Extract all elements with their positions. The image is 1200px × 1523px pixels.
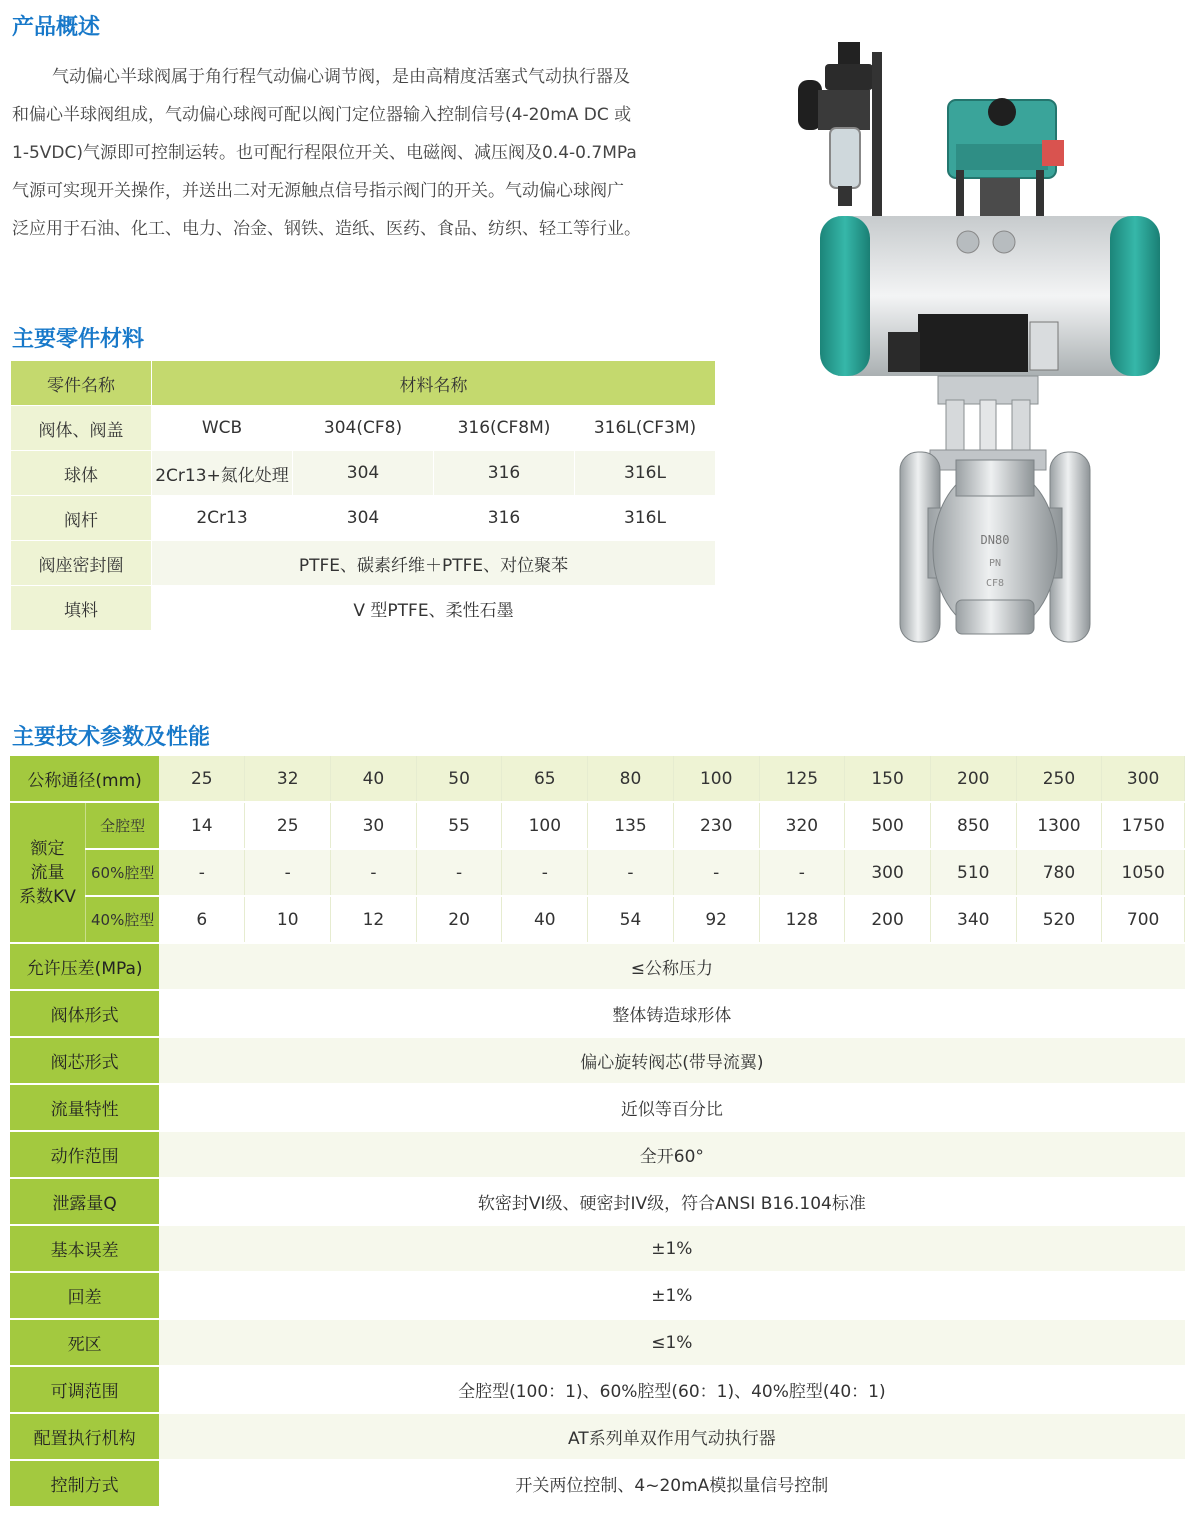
table-row xyxy=(11,451,716,496)
nominal-cell: 50 xyxy=(416,756,502,802)
overview-line: 泛应用于石油、化工、电力、冶金、钢铁、造纸、医药、食品、纺织、轻工等行业。 xyxy=(12,219,641,239)
kv-cell: 320 xyxy=(759,802,845,849)
nominal-cell: 80 xyxy=(588,756,674,802)
kv-cell: - xyxy=(416,849,502,896)
spec-label: 阀芯形式 xyxy=(10,1037,159,1084)
material-cell: PTFE、碳素纤维＋PTFE、对位聚苯 xyxy=(152,541,716,586)
materials-header-part: 零件名称 xyxy=(11,361,152,406)
spec-label: 泄露量Q xyxy=(10,1178,159,1225)
material-cell: 316L xyxy=(575,496,716,541)
material-cell: 2Cr13+氮化处理 xyxy=(152,451,293,496)
spec-label: 流量特性 xyxy=(10,1084,159,1131)
kv-cell: 54 xyxy=(588,896,674,943)
kv-sublabel: 40%腔型 xyxy=(86,896,160,943)
material-cell: 304 xyxy=(293,451,434,496)
nominal-cell: 100 xyxy=(673,756,759,802)
material-cell: V 型PTFE、柔性石墨 xyxy=(152,586,716,631)
table-row xyxy=(11,541,716,586)
spec-value: 全腔型(100：1)、60%腔型(60：1)、40%腔型(40：1) xyxy=(159,1366,1184,1413)
kv-cell: 135 xyxy=(588,802,674,849)
kv-cell: 40 xyxy=(502,896,588,943)
spec-value: 偏心旋转阀芯(带导流翼) xyxy=(159,1037,1184,1084)
kv-cell: 10 xyxy=(245,896,331,943)
kv-label-line: 流量 xyxy=(30,862,65,883)
spec-value: ±1% xyxy=(159,1272,1184,1319)
kv-row xyxy=(10,849,1185,896)
kv-cell: 100 xyxy=(502,802,588,849)
spec-label: 基本误差 xyxy=(10,1225,159,1272)
material-cell: 316L xyxy=(575,451,716,496)
nominal-cell: 250 xyxy=(1016,756,1102,802)
spec-row xyxy=(10,990,1185,1037)
kv-cell: 92 xyxy=(673,896,759,943)
kv-cell: 6 xyxy=(159,896,245,943)
spec-row xyxy=(10,943,1185,990)
spec-label: 动作范围 xyxy=(10,1131,159,1178)
overview-paragraph xyxy=(12,58,720,248)
kv-cell: 230 xyxy=(673,802,759,849)
positioner-box-icon xyxy=(948,98,1064,218)
overview-line: 气动偏心半球阀属于角行程气动偏心调节阀，是由高精度活塞式气动执行器及 xyxy=(52,67,630,87)
spec-value: 整体铸造球形体 xyxy=(159,990,1184,1037)
spec-row xyxy=(10,1084,1185,1131)
spec-label: 允许压差(MPa) xyxy=(10,943,159,990)
yoke-bracket-icon xyxy=(930,376,1046,470)
specs-table xyxy=(10,756,1185,1508)
kv-cell: 850 xyxy=(930,802,1016,849)
spec-value: ≤1% xyxy=(159,1319,1184,1366)
table-row xyxy=(11,586,716,631)
spec-value: 近似等百分比 xyxy=(159,1084,1184,1131)
nominal-cell: 200 xyxy=(930,756,1016,802)
kv-cell: 300 xyxy=(845,849,931,896)
kv-cell: - xyxy=(502,849,588,896)
spec-row xyxy=(10,1460,1185,1507)
material-cell: 316 xyxy=(434,451,575,496)
overview-line: 和偏心半球阀组成，气动偏心球阀可配以阀门定位器输入控制信号(4-20mA DC 或 xyxy=(12,105,632,125)
material-cell: 316L(CF3M) xyxy=(575,406,716,451)
kv-cell: 30 xyxy=(331,802,417,849)
valve-product-image xyxy=(780,20,1170,650)
kv-sublabel: 全腔型 xyxy=(86,802,160,849)
kv-cell: 1300 xyxy=(1016,802,1102,849)
nominal-cell: 25 xyxy=(159,756,245,802)
nominal-cell: 125 xyxy=(759,756,845,802)
kv-cell: 55 xyxy=(416,802,502,849)
nominal-cell: 65 xyxy=(502,756,588,802)
spec-value: ≤公称压力 xyxy=(159,943,1184,990)
kv-cell: 520 xyxy=(1016,896,1102,943)
overview-line: 气源可实现开关操作，并送出二对无源触点信号指示阀门的开关。气动偏心球阀广 xyxy=(12,181,624,201)
body-marking-pn: PN xyxy=(988,558,1002,569)
materials-header-material: 材料名称 xyxy=(152,361,716,406)
spec-row xyxy=(10,1319,1185,1366)
kv-cell: 510 xyxy=(930,849,1016,896)
spec-row xyxy=(10,1366,1185,1413)
kv-sublabel: 60%腔型 xyxy=(86,849,160,896)
kv-cell: - xyxy=(245,849,331,896)
nominal-cell: 40 xyxy=(331,756,417,802)
table-row xyxy=(11,406,716,451)
kv-cell: 14 xyxy=(159,802,245,849)
kv-cell: - xyxy=(588,849,674,896)
part-name: 阀杆 xyxy=(11,496,152,541)
nominal-cell: 300 xyxy=(1102,756,1185,802)
spec-row xyxy=(10,1272,1185,1319)
part-name: 球体 xyxy=(11,451,152,496)
kv-cell: 500 xyxy=(845,802,931,849)
kv-label xyxy=(10,802,86,943)
material-cell: 2Cr13 xyxy=(152,496,293,541)
spec-row xyxy=(10,1413,1185,1460)
materials-header-row xyxy=(11,361,716,406)
part-name: 阀体、阀盖 xyxy=(11,406,152,451)
spec-row xyxy=(10,1131,1185,1178)
kv-cell: 1050 xyxy=(1102,849,1185,896)
spec-row xyxy=(10,1225,1185,1272)
spec-label: 可调范围 xyxy=(10,1366,159,1413)
materials-table xyxy=(10,360,716,631)
spec-value: AT系列单双作用气动执行器 xyxy=(159,1413,1184,1460)
specs-title: 主要技术参数及性能 xyxy=(12,725,211,750)
kv-cell: 128 xyxy=(759,896,845,943)
spec-value: 开关两位控制、4~20mA模拟量信号控制 xyxy=(159,1460,1184,1507)
spec-label: 死区 xyxy=(10,1319,159,1366)
overview-line: 1-5VDC)气源即可控制运转。也可配行程限位开关、电磁阀、减压阀及0.4-0.7MPa xyxy=(12,143,637,163)
material-cell: WCB xyxy=(152,406,293,451)
kv-label-line: 系数KV xyxy=(19,886,76,907)
material-cell: 316 xyxy=(434,496,575,541)
kv-cell: 340 xyxy=(930,896,1016,943)
kv-cell: - xyxy=(159,849,245,896)
spec-label: 阀体形式 xyxy=(10,990,159,1037)
nominal-cell: 150 xyxy=(845,756,931,802)
material-cell: 304(CF8) xyxy=(293,406,434,451)
kv-row xyxy=(10,896,1185,943)
body-marking-dn: DN80 xyxy=(980,533,1010,547)
kv-cell: - xyxy=(673,849,759,896)
overview-title: 产品概述 xyxy=(12,15,101,40)
actuator-icon xyxy=(820,216,1160,376)
body-marking-material: CF8 xyxy=(985,578,1005,589)
kv-label-line: 额定 xyxy=(30,838,65,859)
spec-row xyxy=(10,1037,1185,1084)
material-cell: 304 xyxy=(293,496,434,541)
nominal-cell: 32 xyxy=(245,756,331,802)
kv-cell: 20 xyxy=(416,896,502,943)
spec-value: 全开60° xyxy=(159,1131,1184,1178)
kv-cell: 700 xyxy=(1102,896,1185,943)
kv-cell: 12 xyxy=(331,896,417,943)
kv-cell: 200 xyxy=(845,896,931,943)
kv-cell: - xyxy=(759,849,845,896)
spec-value: ±1% xyxy=(159,1225,1184,1272)
material-cell: 316(CF8M) xyxy=(434,406,575,451)
nominal-label: 公称通径(mm) xyxy=(10,756,159,802)
spec-row xyxy=(10,1178,1185,1225)
kv-cell: 1750 xyxy=(1102,802,1185,849)
kv-cell: - xyxy=(331,849,417,896)
kv-cell: 25 xyxy=(245,802,331,849)
table-row xyxy=(11,496,716,541)
spec-label: 配置执行机构 xyxy=(10,1413,159,1460)
spec-label: 控制方式 xyxy=(10,1460,159,1507)
spec-value: 软密封VI级、硬密封IV级，符合ANSI B16.104标准 xyxy=(159,1178,1184,1225)
part-name: 阀座密封圈 xyxy=(11,541,152,586)
kv-cell: 780 xyxy=(1016,849,1102,896)
materials-title: 主要零件材料 xyxy=(12,327,145,352)
spec-label: 回差 xyxy=(10,1272,159,1319)
part-name: 填料 xyxy=(11,586,152,631)
kv-row xyxy=(10,802,1185,849)
nominal-row xyxy=(10,756,1185,802)
filter-regulator-icon xyxy=(798,42,882,232)
valve-body-icon xyxy=(900,452,1090,642)
